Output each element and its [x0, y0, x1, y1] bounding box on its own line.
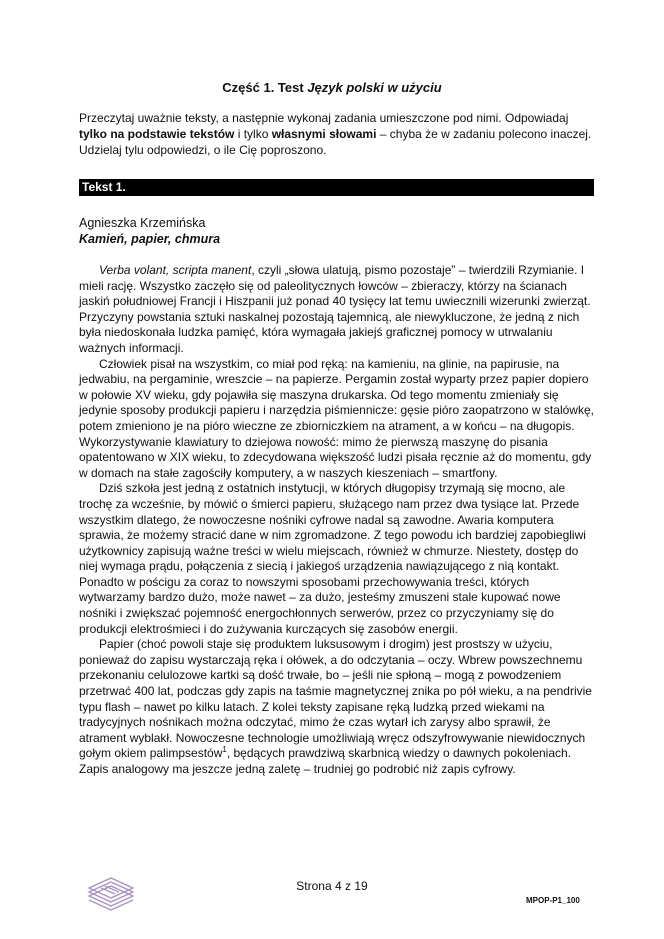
- instructions-text-3: – chyba że w zadaniu polecono inaczej. Udzielaj tylu odpowiedzi, o ile Cię poproszono.: [79, 127, 592, 157]
- section-header: Tekst 1.: [79, 179, 594, 196]
- page-number: Strona 4 z 19: [296, 879, 368, 893]
- footnote-marker: 1: [222, 745, 227, 755]
- paragraph-2: Człowiek pisał na wszystkim, co miał pod ręką: na kamieniu, na glinie, na papirusie, na jedwabiu, na pergaminie, wreszcie – na papierze. Pergamin został wyparty przez papier dopiero w połowie XV wieku, gdy pojawiła się maszyna drukarska. Od tego momentu zmieniały się jedynie sposoby produkcji papieru i narzędzia piśmiennicze: gęsie pióro zaopatrzono w stalówkę, potem zmieniono je na pióro wieczne ze zbiorniczkiem na atrament, a w końcu – na długopis. Wykorzystywanie klawiatury to dziejowa nowość: mimo że pierwszą maszynę do pisania opatentowano w XIX wieku, to zdecydowana większość ludzi pisała ręcznie aż do momentu, gdy w domach na stałe zagościły komputery, a w naszych kieszeniach – smartfony.: [79, 356, 594, 480]
- page-title: [0, 80, 664, 95]
- paragraph-3: Dziś szkoła jest jedną z ostatnich instytucji, w których długopisy trzymają się mocno, ale trochę za wcześnie, by mówić o śmierci papieru, służącego nam przez dwa tysiące lat. Przede wszystkim dlatego, że nowoczesne nośniki cyfrowe nadal są zawodne. Awaria komputera sprawia, że możemy stracić dane w nim zgromadzone. Z tego powodu ich bardziej zapobiegliwi użytkownicy zapisują ważne treści w wielu miejscach, również w chmurze. Niestety, dostęp do niej wymaga prądu, połączenia z siecią i jakiegoś urządzenia nawiązującego z nią kontakt. Ponadto w pościgu za coraz to nowszymi sposobami przechowywania treści, których wytwarzamy bardzo dużo, może nawet – za dużo, jesteśmy zmuszeni stale kupować nowe nośniki i zwiększać pojemność energochłonnych serwerów, przez co przyczyniamy się do produkcji elektrośmieci i do zużywania kurczących się zasobów energii.: [79, 481, 586, 636]
- paragraph-1-text: , czyli „słowa ulatują, pismo pozostaje” – twierdzili Rzymianie. I mieli rację. Wszystko zaczęło się od paleolitycznych łowców – zbieraczy, którzy na ścianach jaskiń południowej Francji i Hiszpanii już ponad 40 tysięcy lat temu uwiecznili wizerunki zwierząt. Przyczyny powstania sztuki naskalnej pozostają tajemnicą, ale niewykluczone, że jedną z nich była niedoskonała ludzka pamięć, która wymagała jakiejś graficznej pomocy w utrwalaniu ważnych informacji.: [79, 263, 591, 355]
- article-body: [79, 263, 597, 778]
- instructions-bold-2: własnymi słowami: [271, 127, 377, 141]
- instructions-text-2: i tylko: [234, 127, 272, 141]
- title-prefix: Część 1. Test: [222, 80, 308, 95]
- paragraph-4: [79, 637, 597, 777]
- title-italic: Język polski w użyciu: [307, 80, 442, 95]
- paragraph-4-text-a: Papier (choć powoli staje się produktem luksusowym i drogim) jest prostszy w użyciu, ponieważ do zapisu wystarczają ręka i ołówek, a do odczytania – oczy. Wbrew powszechnemu przekonaniu celulozowe kartki są dość trwałe, bo – jeśli nie spłoną – mogą z powodzeniem przetrwać 400 lat, podczas gdy zapis na taśmie magnetycznej znika po pół wieku, a na pendrivie typu flash – nawet po kilku latach. Z kolei teksty zapisane ręką ludzką przed wiekami na tradycyjnych nośnikach można odczytać, mimo że czas wytarł ich zarysy albo sprawił, że atrament wyblakł. Nowoczesne technologie umożliwiają wręcz odszyfrowywanie niewidocznych gołym okiem palimpsestów: [79, 637, 592, 761]
- instructions-text-1: Przeczytaj uważnie teksty, a następnie wykonaj zadania umieszczone pod nimi. Odpowiadaj: [79, 111, 569, 125]
- article-title: Kamień, papier, chmura: [79, 232, 221, 246]
- instructions-bold-1: tylko na podstawie tekstów: [79, 127, 235, 141]
- article-author: Agnieszka Krzemińska: [79, 216, 206, 230]
- latin-quote: Verba volant, scripta manent: [99, 263, 252, 277]
- paragraph-4-text-b: , będących prawdziwą skarbnicą wiedzy o dawnych pokoleniach. Zapis analogowy ma jeszcze jedną zaletę – trudniej go podrobić niż zapis cyfrowy.: [79, 746, 572, 776]
- instructions: [79, 110, 599, 158]
- exam-code: MPOP-P1_100: [526, 896, 580, 905]
- paragraph-1: [79, 263, 597, 357]
